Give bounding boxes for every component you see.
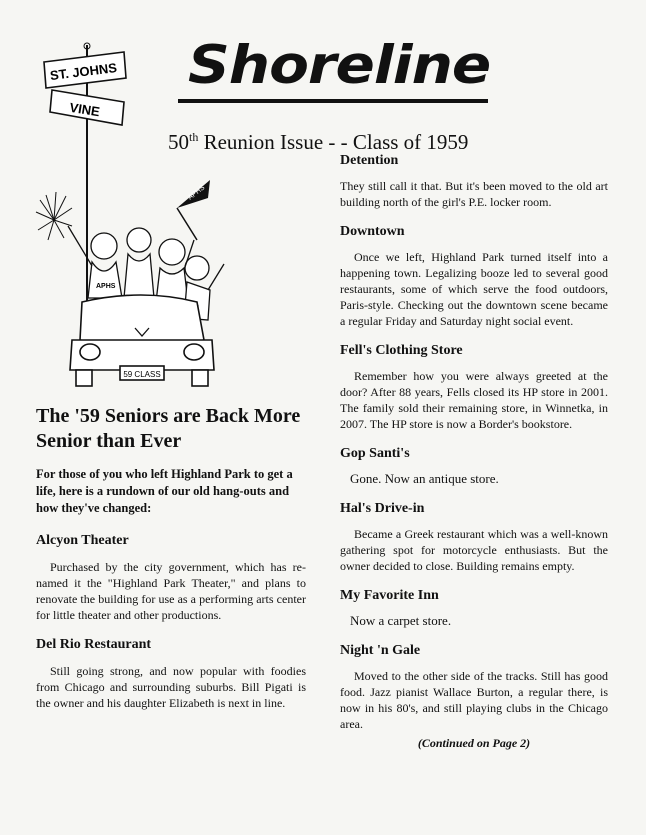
pennant-text: APHS xyxy=(186,184,207,202)
section-body: Moved to the other side of the tracks. Still has good food. Jazz pianist Wallace Burton, a regular there, is now in his 80's, and still playing clubs in the Chicago area. xyxy=(340,669,608,731)
section-heading: Hal's Drive-in xyxy=(340,501,425,516)
street-sign-bottom-text: VINE xyxy=(68,99,101,120)
left-column xyxy=(36,404,306,725)
section-heading: Night 'n Gale xyxy=(340,643,421,658)
section-heading: Del Rio Restaurant xyxy=(36,637,152,652)
pom-pom xyxy=(36,192,72,240)
section-body: Now a carpet store. xyxy=(350,613,452,628)
section-heading: Gop Santi's xyxy=(340,446,410,461)
license-plate: 59 CLASS xyxy=(123,370,161,379)
section-body: Gone. Now an antique store. xyxy=(350,471,499,486)
shirt-text: APHS xyxy=(96,283,116,290)
continued-note: (Continued on Page 2) xyxy=(417,736,531,750)
right-column xyxy=(340,153,608,751)
section-heading: Fell's Clothing Store xyxy=(340,343,463,358)
section-heading: Alcyon Theater xyxy=(36,533,129,548)
section-body: Remember how you were always greeted at the door? After 88 years, Fells closed its HP store in 2001. The family sold their remaining store, in Winnetka, in 2007. The HP store is now a Border's bookstore. xyxy=(340,369,608,431)
section-body: Once we left, Highland Park turned itself into a happening town. Legalizing booze led to several good restaurants, some of which serve the food outdoors, Paris-style. Checking out the downtown scene became a regular Friday and Saturday night social event. xyxy=(340,250,608,328)
issue-subtitle: 50th Reunion Issue - - Class of 1959 xyxy=(168,130,469,154)
class-of-59-illustration xyxy=(32,40,247,400)
section-heading: My Favorite Inn xyxy=(340,588,439,603)
section-body: Purchased by the city government, which has re-named it the "Highland Park Theater," and plans to renovate the building for use as a performing arts center for little theater and other productions. xyxy=(36,560,306,622)
section-heading: Downtown xyxy=(340,224,405,239)
section-body: They still call it that. But it's been moved to the old art building north of the girl's P.E. locker room. xyxy=(340,179,608,209)
section-body: Still going strong, and now popular with foodies from Chicago and surrounding suburbs. Bill Pigati is the owner and his daughter Elizabeth is next in line. xyxy=(36,664,306,710)
intro-paragraph: For those of you who left Highland Park to get a life, here is a rundown of our old hang-outs and how they've changed: xyxy=(36,467,293,515)
main-headline: The '59 Seniors are Back More Senior than Ever xyxy=(36,405,301,452)
street-sign-top-text: ST. JOHNS xyxy=(49,59,118,84)
section-heading: Detention xyxy=(340,153,399,168)
masthead-title: Shoreline xyxy=(188,34,491,96)
section-body: Became a Greek restaurant which was a well-known gathering spot for motorcycle enthusiasts. But the owner decided to close. Building remains empty. xyxy=(340,527,608,573)
